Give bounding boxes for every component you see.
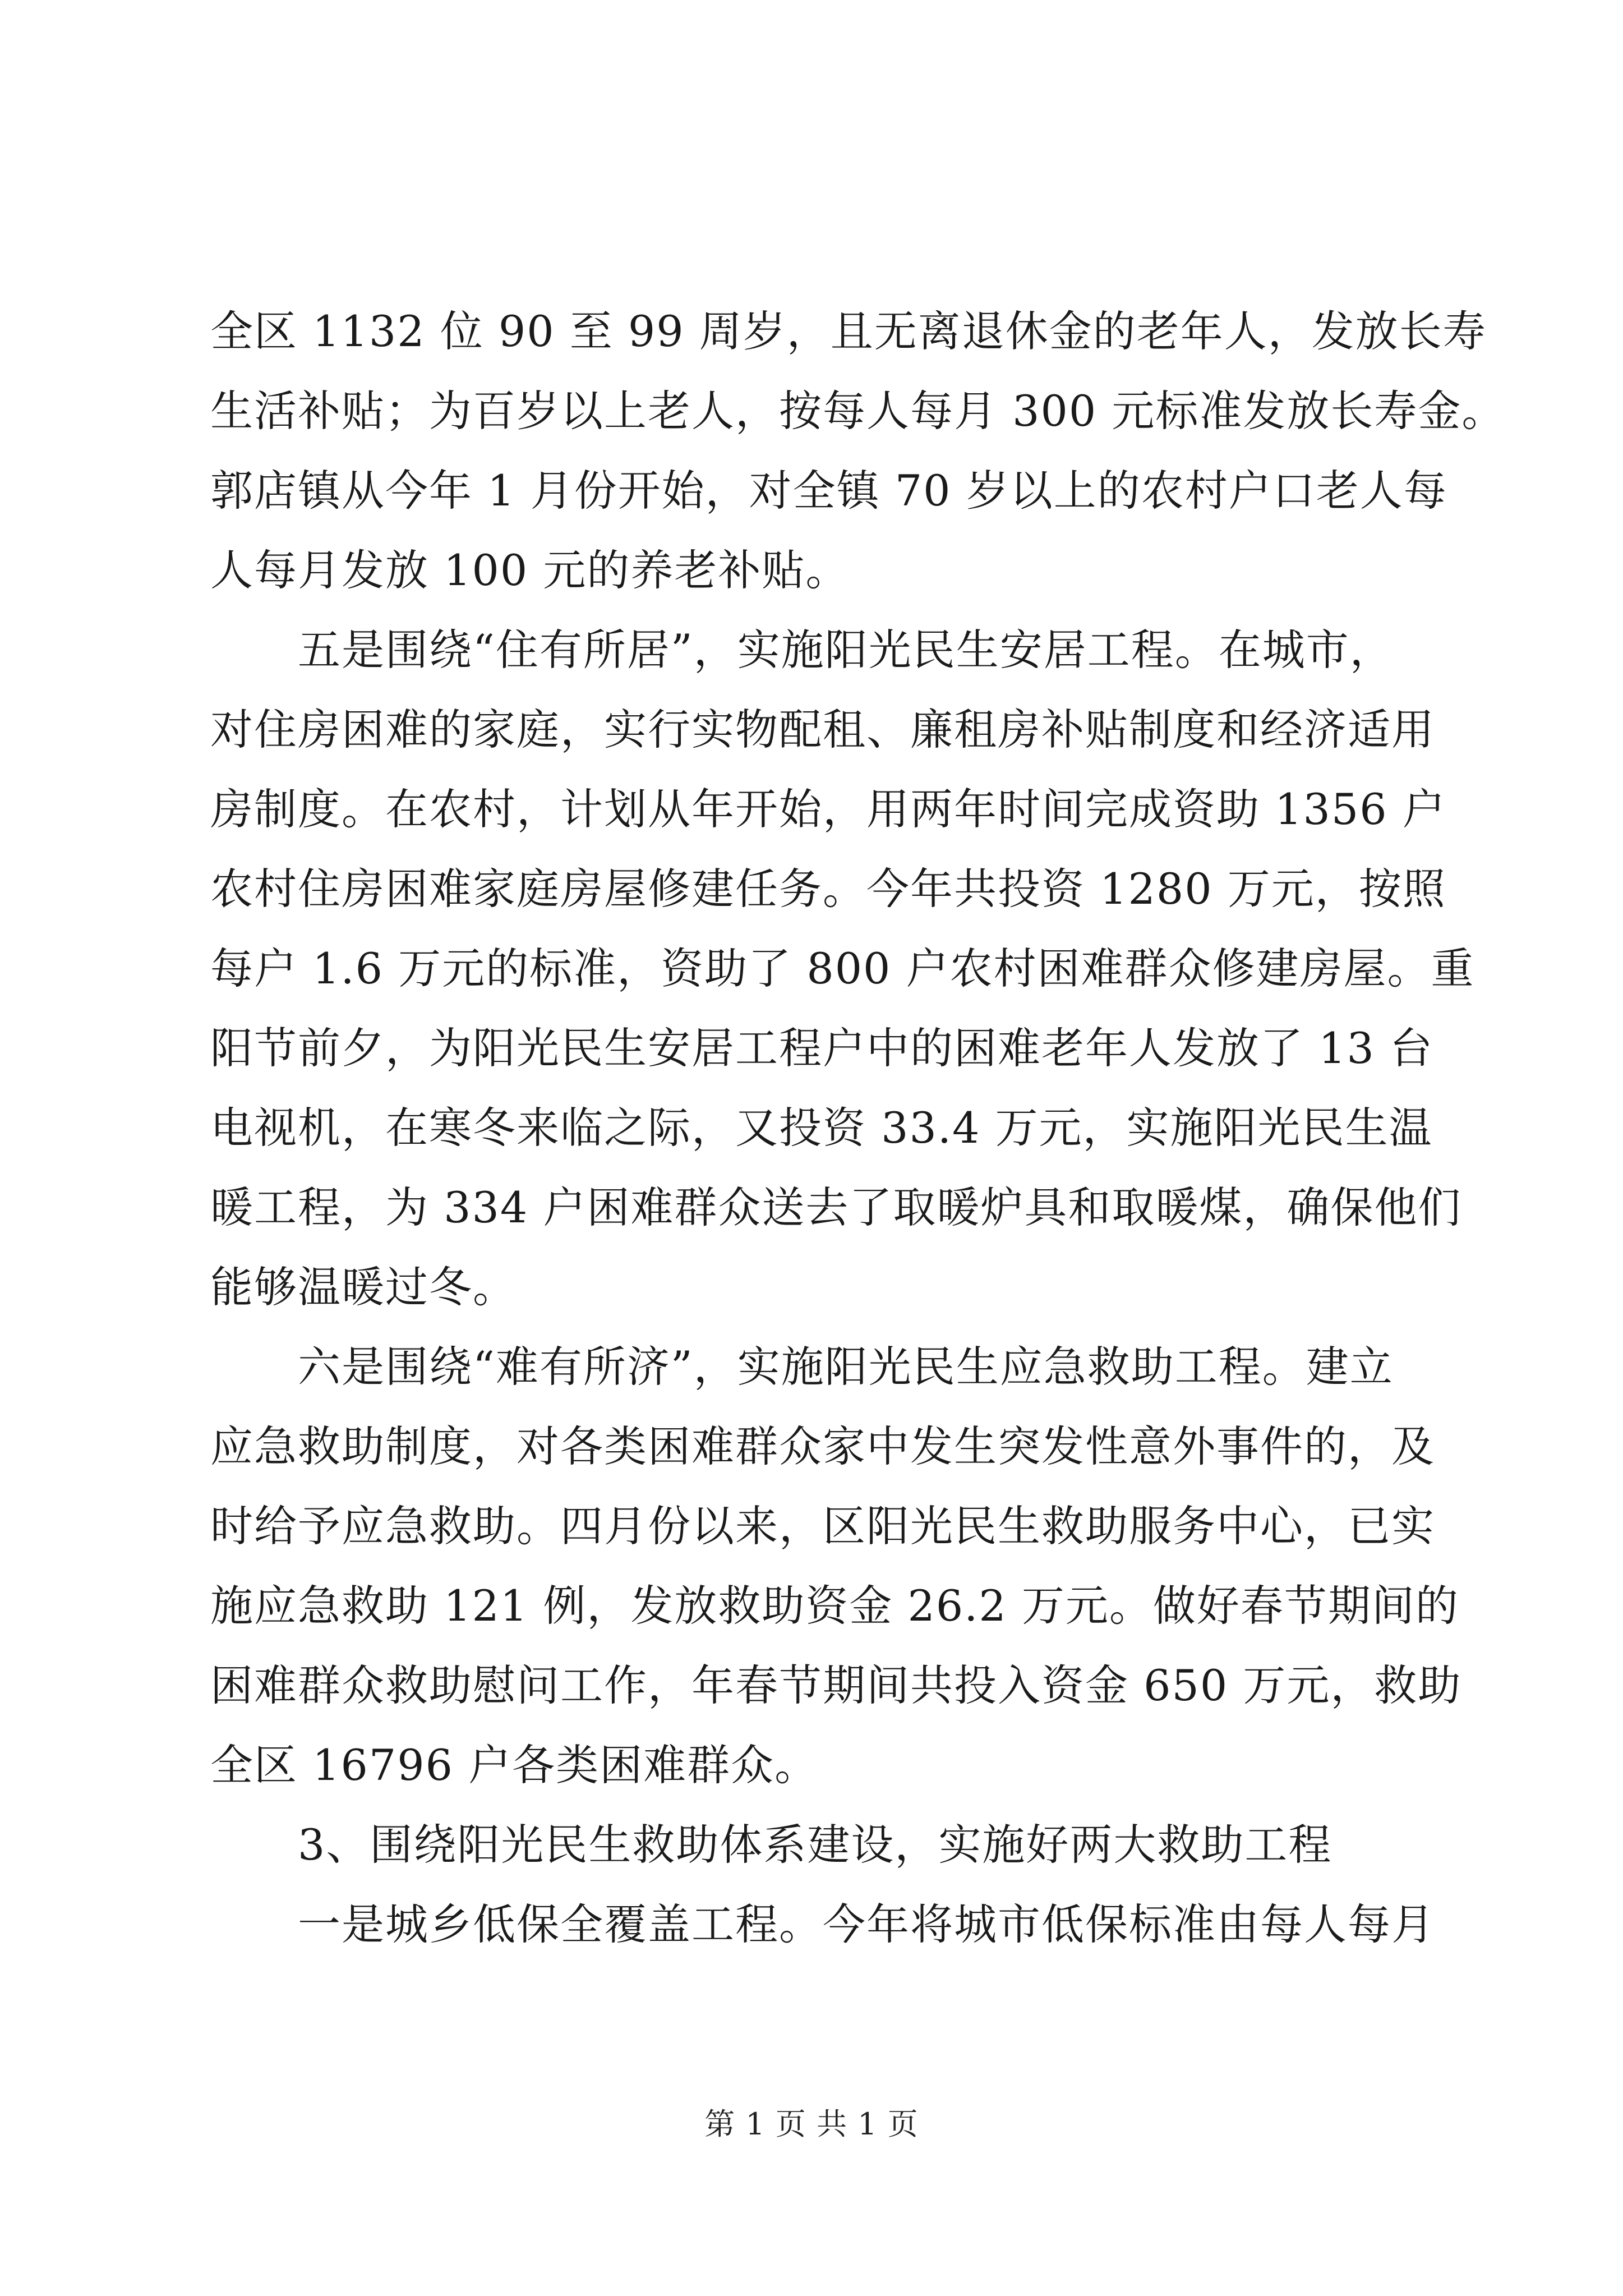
text-line: 生活补贴；为百岁以上老人，按每人每月 300 元标准发放长寿金。: [210, 386, 1506, 436]
text-line: 每户 1.6 万元的标准，资助了 800 户农村困难群众修建房屋。重: [210, 944, 1475, 993]
text-line: 人每月发放 100 元的养老补贴。: [210, 545, 850, 595]
text-line: 对住房困难的家庭，实行实物配租、廉租房补贴制度和经济适用: [210, 705, 1435, 754]
section-heading: 3、围绕阳光民生救助体系建设，实施好两大救助工程: [210, 1820, 1332, 1870]
text-line: 应急救助制度，对各类困难群众家中发生突发性意外事件的，及: [210, 1421, 1435, 1471]
text-line: 困难群众救助慰问工作，年春节期间共投入资金 650 万元，救助: [210, 1660, 1462, 1710]
text-line: 一是城乡低保全覆盖工程。今年将城市低保标准由每人每月: [210, 1899, 1435, 1949]
text-line: 暖工程，为 334 户困难群众送去了取暖炉具和取暖煤，确保他们: [210, 1182, 1462, 1232]
text-line: 农村住房困难家庭房屋修建任务。今年共投资 1280 万元，按照: [210, 864, 1446, 914]
text-line: 阳节前夕，为阳光民生安居工程户中的困难老年人发放了 13 台: [210, 1023, 1434, 1073]
text-line: 全区 1132 位 90 至 99 周岁，且无离退休金的老年人，发放长寿: [210, 306, 1487, 356]
text-line: 全区 16796 户各类困难群众。: [210, 1740, 819, 1790]
document-body: [210, 292, 1506, 1964]
text-line: 电视机，在寒冬来临之际，又投资 33.4 万元，实施阳光民生温: [210, 1103, 1433, 1153]
text-line: 时给予应急救助。四月份以来，区阳光民生救助服务中心，已实: [210, 1501, 1435, 1551]
text-line: 六是围绕“难有所济”，实施阳光民生应急救助工程。建立: [210, 1342, 1394, 1392]
text-line: 房制度。在农村，计划从年开始，用两年时间完成资助 1356 户: [210, 784, 1446, 834]
text-line: 能够温暖过冬。: [210, 1262, 517, 1312]
text-line: 施应急救助 121 例，发放救助资金 26.2 万元。做好春节期间的: [210, 1581, 1459, 1631]
page-footer: 第 1 页 共 1 页: [704, 2106, 919, 2142]
text-line: 郭店镇从今年 1 月份开始，对全镇 70 岁以上的农村户口老人每: [210, 466, 1447, 516]
text-line: 五是围绕“住有所居”，实施阳光民生安居工程。在城市，: [210, 625, 1394, 675]
